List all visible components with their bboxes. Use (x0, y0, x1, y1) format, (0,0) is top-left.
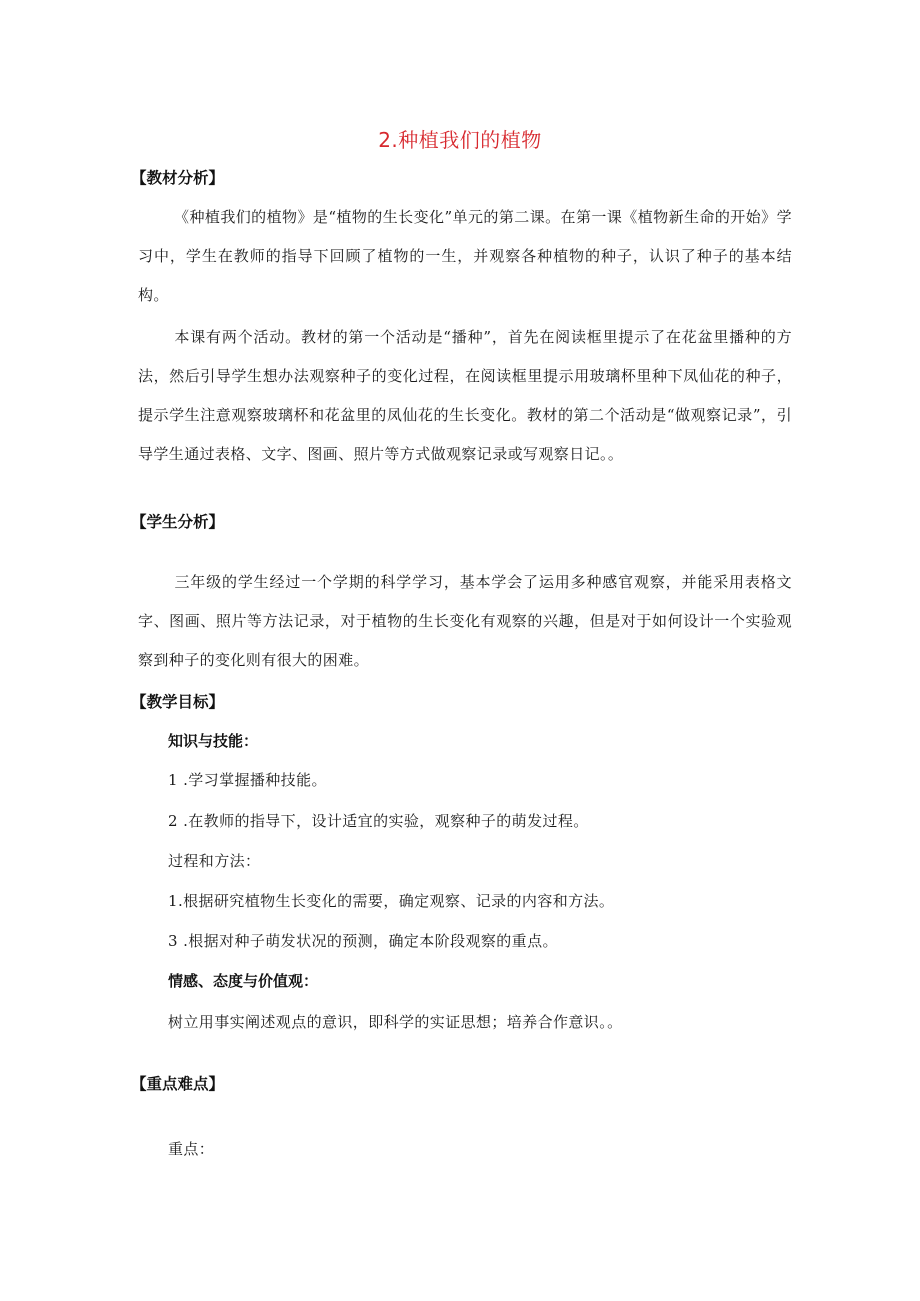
page-title: 2.种植我们的植物 (378, 128, 542, 152)
section-heading-teaching-goals: 【教学目标】 (131, 693, 225, 711)
student-paragraph (138, 563, 792, 680)
focus-label: 重点： (168, 1140, 215, 1158)
material-paragraph-1 (138, 198, 792, 315)
section-heading-material-analysis: 【教材分析】 (131, 169, 225, 187)
process-methods-title: 过程和方法： (168, 852, 261, 870)
method-item-1: 1.根据研究植物生长变化的需要，确定观察、记录的内容和方法。 (168, 892, 615, 910)
student-paragraph-text: 三年级的学生经过一个学期的科学学习，基本学会了运用多种感官观察，并能采用表格文字、图画、照片等方法记录，对于植物的生长变化有观察的兴趣，但是对于如何设计一个实验观察到种子的变化则有很大的困难。 (138, 573, 792, 669)
material-paragraph-2 (138, 318, 792, 474)
material-paragraph-1-text: 《种植我们的植物》是“植物的生长变化”单元的第二课。在第一课《植物新生命的开始》学习中，学生在教师的指导下回顾了植物的一生，并观察各种植物的种子，认识了种子的基本结构。 (138, 208, 792, 304)
knowledge-item-1: 1 .学习掌握播种技能。 (168, 771, 327, 789)
emotion-item-1: 树立用事实阐述观点的意识，即科学的实证思想；培养合作意识。。 (168, 1013, 623, 1031)
knowledge-item-2: 2 .在教师的指导下，设计适宜的实验，观察种子的萌发过程。 (168, 812, 589, 830)
emotion-values-title: 情感、态度与价值观： (168, 972, 319, 990)
method-item-2: 3 .根据对种子萌发状况的预测，确定本阶段观察的重点。 (168, 932, 558, 950)
material-paragraph-2-text: 本课有两个活动。教材的第一个活动是“播种”，首先在阅读框里提示了在花盆里播种的方法，然后引导学生想办法观察种子的变化过程，在阅读框里提示用玻璃杯里种下凤仙花的种子，提示学生注意观察玻璃杯和花盆里的凤仙花的生长变化。教材的第二个活动是“做观察记录”，引导学生通过表格、文字、图画、照片等方式做观察记录或写观察日记。。 (138, 328, 792, 463)
section-heading-key-points: 【重点难点】 (131, 1075, 225, 1093)
section-heading-student-analysis: 【学生分析】 (131, 513, 225, 531)
knowledge-skills-title: 知识与技能： (168, 732, 259, 750)
